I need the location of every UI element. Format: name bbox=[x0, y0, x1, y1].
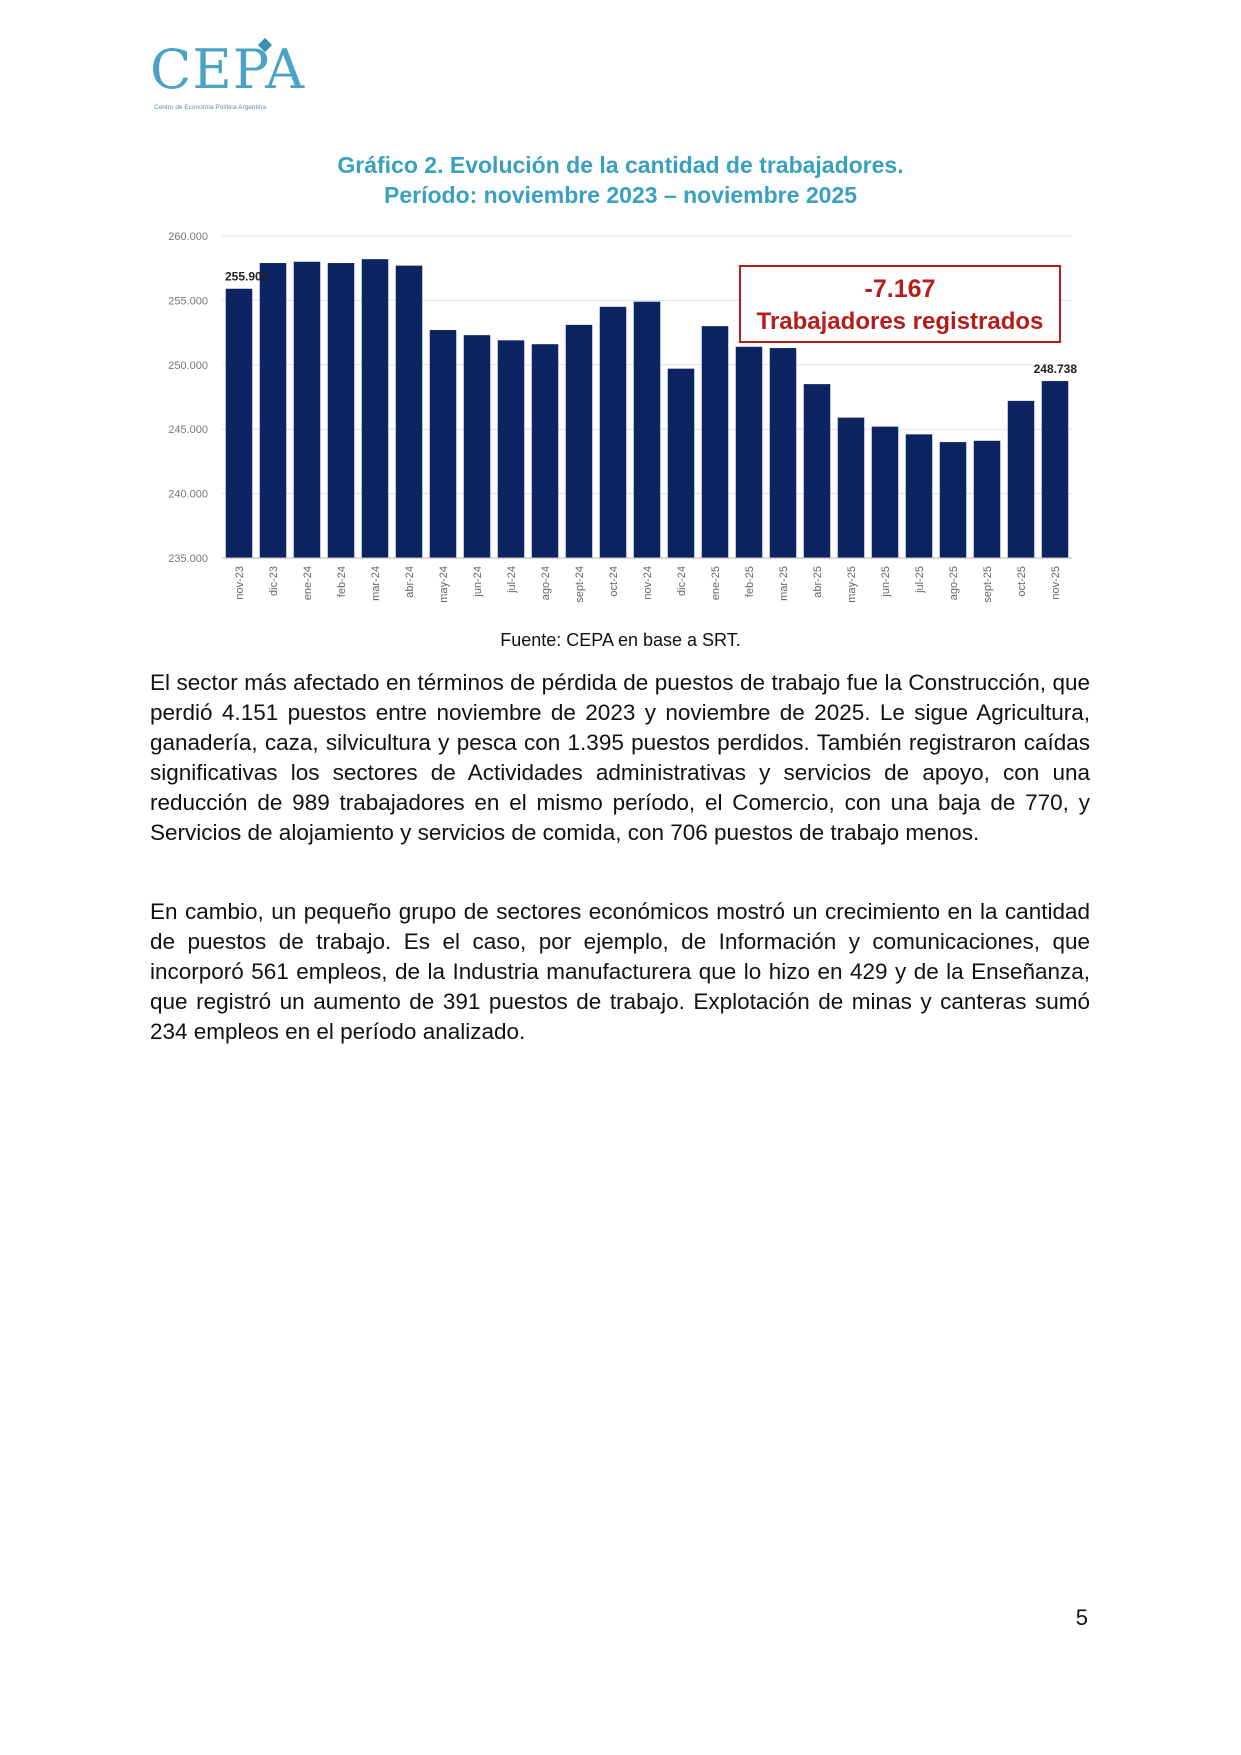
bar bbox=[906, 434, 933, 558]
x-tick-label: ago-24 bbox=[540, 566, 552, 601]
bar bbox=[668, 369, 695, 558]
y-tick-label: 260.000 bbox=[168, 231, 208, 243]
x-tick-label: feb-24 bbox=[336, 566, 348, 598]
bar bbox=[974, 441, 1001, 558]
x-tick-label: nov-23 bbox=[234, 566, 246, 600]
bar bbox=[804, 384, 831, 558]
bar bbox=[1042, 381, 1069, 558]
data-label: 248.738 bbox=[1033, 362, 1077, 377]
bar-chart bbox=[150, 222, 1080, 622]
bar bbox=[736, 347, 763, 558]
x-tick-label: sept-24 bbox=[574, 566, 586, 603]
bar bbox=[430, 330, 457, 558]
y-tick-label: 240.000 bbox=[168, 488, 208, 501]
x-tick-label: may-25 bbox=[846, 566, 858, 603]
logo-text: CEPA bbox=[150, 38, 306, 101]
x-tick-label: ene-24 bbox=[302, 566, 314, 601]
chart-title-line1: Gráfico 2. Evolución de la cantidad de trabajadores. bbox=[337, 152, 904, 178]
chart-title-line2: Período: noviembre 2023 – noviembre 2025 bbox=[384, 182, 857, 208]
bar bbox=[226, 289, 253, 558]
bar bbox=[634, 302, 661, 558]
bar bbox=[464, 335, 491, 558]
x-tick-label: jul-24 bbox=[506, 566, 518, 593]
x-tick-label: mar-25 bbox=[778, 566, 790, 601]
x-tick-label: oct-25 bbox=[1016, 566, 1028, 597]
x-tick-label: ago-25 bbox=[948, 566, 960, 601]
logo-subtitle: Centro de Economía Política Argentina bbox=[154, 104, 267, 111]
bar bbox=[498, 340, 525, 558]
annotation-value: -7.167 bbox=[864, 275, 936, 303]
x-tick-label: jun-24 bbox=[472, 566, 484, 597]
annotation-text: Trabajadores registrados bbox=[756, 308, 1044, 335]
source-note: Fuente: CEPA en base a SRT. bbox=[500, 630, 741, 650]
x-tick-label: feb-25 bbox=[744, 566, 756, 598]
bar bbox=[770, 348, 797, 558]
x-tick-label: nov-25 bbox=[1050, 566, 1062, 600]
x-tick-label: dic-24 bbox=[676, 566, 688, 596]
bar bbox=[940, 442, 967, 558]
bar bbox=[294, 262, 321, 558]
cepa-logo bbox=[150, 38, 306, 118]
y-tick-label: 255.000 bbox=[168, 295, 208, 308]
x-tick-label: jul-25 bbox=[914, 566, 926, 593]
bar bbox=[600, 307, 627, 558]
bar bbox=[396, 266, 423, 558]
bar bbox=[702, 326, 729, 558]
y-tick-label: 250.000 bbox=[168, 359, 208, 372]
x-tick-label: may-24 bbox=[438, 566, 450, 603]
y-tick-label: 245.000 bbox=[168, 424, 208, 437]
bar bbox=[566, 325, 593, 558]
x-tick-label: abr-24 bbox=[404, 566, 416, 598]
body-paragraph-1: El sector más afectado en términos de pérdida de puestos de trabajo fue la Construcción, que perdió 4.151 puestos entre noviembre de 2023 y noviembre de 2025. Le sigue Agricultura, ganadería, caza, silvicultura y pesca con 1.395 puestos perdidos. También registraron caídas significativas los sectores de Actividades administrativas y servicios de apoyo, con una reducción de 989 trabajadores en el mismo período, el Comercio, con una baja de 770, y Servicios de alojamiento y servicios de comida, con 706 puestos de trabajo menos. bbox=[150, 670, 1090, 845]
bar bbox=[260, 263, 287, 558]
data-label: 255.905 bbox=[225, 269, 269, 284]
bar bbox=[838, 418, 865, 558]
bar bbox=[328, 263, 355, 558]
x-tick-label: jun-25 bbox=[880, 566, 892, 597]
x-tick-label: abr-25 bbox=[812, 566, 824, 598]
bar bbox=[362, 259, 389, 558]
body-paragraph-2: En cambio, un pequeño grupo de sectores económicos mostró un crecimiento en la cantidad de puestos de trabajo. Es el caso, por ejemplo, de Información y comunicaciones, que incorporó 561 empleos, de la Industria manufacturera que lo hizo en 429 y de la Enseñanza, que registró un aumento de 391 puestos de trabajo. Explotación de minas y canteras sumó 234 empleos en el período analizado. bbox=[150, 899, 1090, 1044]
page-number: 5 bbox=[1075, 1605, 1088, 1630]
bar bbox=[532, 344, 559, 558]
x-tick-label: mar-24 bbox=[370, 566, 382, 601]
bar bbox=[872, 427, 899, 558]
x-tick-label: dic-23 bbox=[268, 566, 280, 596]
x-tick-label: nov-24 bbox=[642, 566, 654, 600]
x-tick-label: sept-25 bbox=[982, 566, 994, 603]
y-tick-label: 235.000 bbox=[168, 553, 208, 565]
x-tick-label: oct-24 bbox=[608, 566, 620, 597]
bar bbox=[1008, 401, 1035, 558]
x-tick-label: ene-25 bbox=[710, 566, 722, 601]
